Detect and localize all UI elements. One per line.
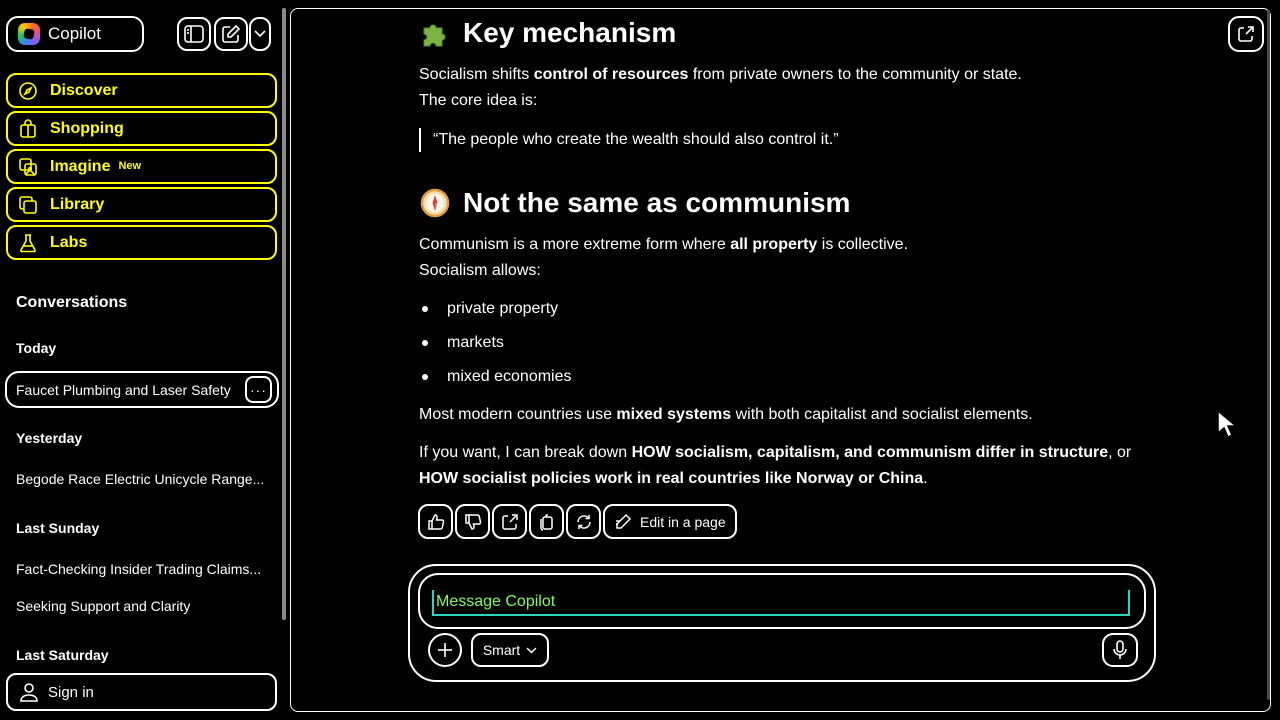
conversation-item[interactable]: Seeking Support and Clarity [16, 598, 191, 614]
compass-emoji-icon [419, 187, 451, 219]
library-icon [18, 195, 38, 215]
edit-in-page-button[interactable] [603, 504, 737, 539]
bold-text: HOW socialist policies work in real countries like Norway or China [419, 470, 924, 487]
compass-icon [18, 81, 38, 101]
thumbs-up-icon [427, 513, 445, 531]
group-label-today: Today [16, 340, 57, 356]
toggle-sidebar-button[interactable] [177, 17, 211, 51]
conversation-more-button[interactable]: ··· [245, 376, 272, 403]
sidebar-item-label: Labs [50, 233, 88, 251]
list-item [422, 300, 558, 318]
image-icon [18, 157, 38, 177]
copilot-home-button[interactable] [6, 16, 144, 52]
mode-label: Smart [482, 642, 521, 658]
edit-page-icon [614, 513, 632, 531]
new-badge: New [118, 160, 142, 172]
sidebar-item-shopping[interactable] [6, 111, 277, 146]
sidebar-item-label: Library [50, 195, 105, 213]
compose-icon [221, 24, 241, 44]
share-button[interactable] [492, 504, 527, 539]
text-run: . [923, 470, 928, 487]
copy-button[interactable] [529, 504, 564, 539]
sidebar-item-imagine[interactable] [6, 149, 277, 184]
app-name: Copilot [48, 24, 101, 43]
section-heading [419, 187, 850, 219]
sidebar-item-discover[interactable] [6, 73, 277, 108]
paragraph [419, 62, 1179, 114]
text-run: is collective. [817, 236, 909, 253]
new-chat-button[interactable] [214, 17, 248, 51]
text-run: with both capitalist and socialist elements. [731, 406, 1033, 423]
share-icon [1237, 25, 1255, 43]
like-button[interactable] [418, 504, 453, 539]
composer-input-area [418, 573, 1146, 629]
share-icon [501, 513, 519, 531]
sidebar-scrollbar[interactable] [282, 8, 286, 620]
user-icon [20, 682, 38, 702]
sidebar-item-label: Discover [50, 81, 118, 99]
sidebar [0, 0, 284, 720]
sidebar-item-labs[interactable] [6, 225, 277, 260]
group-label-last-sunday: Last Sunday [16, 520, 100, 536]
dislike-button[interactable] [455, 504, 490, 539]
sign-in-label: Sign in [48, 683, 94, 701]
conversation-item[interactable]: Begode Race Electric Unicycle Range... [16, 471, 265, 487]
copilot-logo-icon [18, 23, 40, 45]
edit-in-page-label: Edit in a page [640, 513, 726, 530]
conversations-heading: Conversations [16, 294, 128, 311]
new-chat-options-button[interactable] [249, 17, 271, 51]
mouse-cursor-icon [1217, 410, 1237, 438]
chevron-down-icon [526, 647, 537, 654]
share-conversation-button[interactable] [1228, 16, 1264, 52]
text-run: from private owners to the community or state. [688, 66, 1022, 83]
bold-text: control of resources [533, 66, 689, 83]
blockquote: “The people who create the wealth should also control it.” [419, 128, 839, 152]
sidebar-item-label: Shopping [50, 119, 124, 137]
thumbs-down-icon [464, 513, 482, 531]
heading-text: Not the same as communism [463, 187, 851, 218]
sidebar-toggle-icon [184, 25, 204, 43]
message-input-wrapper [432, 590, 1130, 616]
message-composer [408, 564, 1156, 682]
sidebar-item-label: Imagine [50, 157, 111, 175]
add-attachment-button[interactable] [428, 633, 462, 667]
list-item-text: private property [447, 300, 559, 317]
text-run: Communism is a more extreme form where [419, 236, 731, 253]
bold-text: HOW socialism, capitalism, and communism differ in structure [631, 444, 1109, 461]
puzzle-piece-icon [419, 17, 451, 49]
section-heading [419, 17, 676, 49]
list-item-text: mixed economies [447, 368, 572, 385]
voice-input-button[interactable] [1102, 633, 1138, 667]
plus-icon [436, 641, 454, 659]
conversation-item-active[interactable] [5, 371, 279, 408]
chat-scrollbar[interactable] [1267, 10, 1270, 700]
mode-selector[interactable] [471, 633, 549, 667]
refresh-icon [575, 513, 593, 531]
text-run: , or [1108, 444, 1132, 461]
paragraph [419, 440, 1179, 492]
message-actions [418, 504, 737, 539]
sign-in-button[interactable] [6, 673, 277, 711]
text-run: If you want, I can break down [419, 444, 632, 461]
paragraph [419, 232, 1179, 284]
list-item-text: markets [447, 334, 504, 351]
regenerate-button[interactable] [566, 504, 601, 539]
group-label-last-saturday: Last Saturday [16, 647, 109, 663]
group-label-yesterday: Yesterday [16, 430, 83, 446]
conversation-item[interactable]: Fact-Checking Insider Trading Claims... [16, 561, 262, 577]
chevron-down-icon [254, 30, 266, 38]
text-run: Socialism shifts [419, 66, 534, 83]
conversation-title: Faucet Plumbing and Laser Safety [16, 381, 231, 398]
shopping-bag-icon [18, 119, 38, 139]
copy-icon [538, 513, 556, 531]
bold-text: all property [730, 236, 818, 253]
microphone-icon [1111, 640, 1129, 660]
text-run: Socialism allows: [419, 262, 541, 279]
heading-text: Key mechanism [463, 17, 677, 48]
message-input[interactable] [434, 590, 1128, 614]
sidebar-item-library[interactable] [6, 187, 277, 222]
bold-text: mixed systems [616, 406, 732, 423]
paragraph [419, 402, 1179, 428]
text-run: Most modern countries use [419, 406, 617, 423]
text-run: The core idea is: [419, 92, 538, 109]
flask-icon [18, 233, 38, 253]
list-item [422, 334, 504, 352]
list-item [422, 368, 572, 386]
